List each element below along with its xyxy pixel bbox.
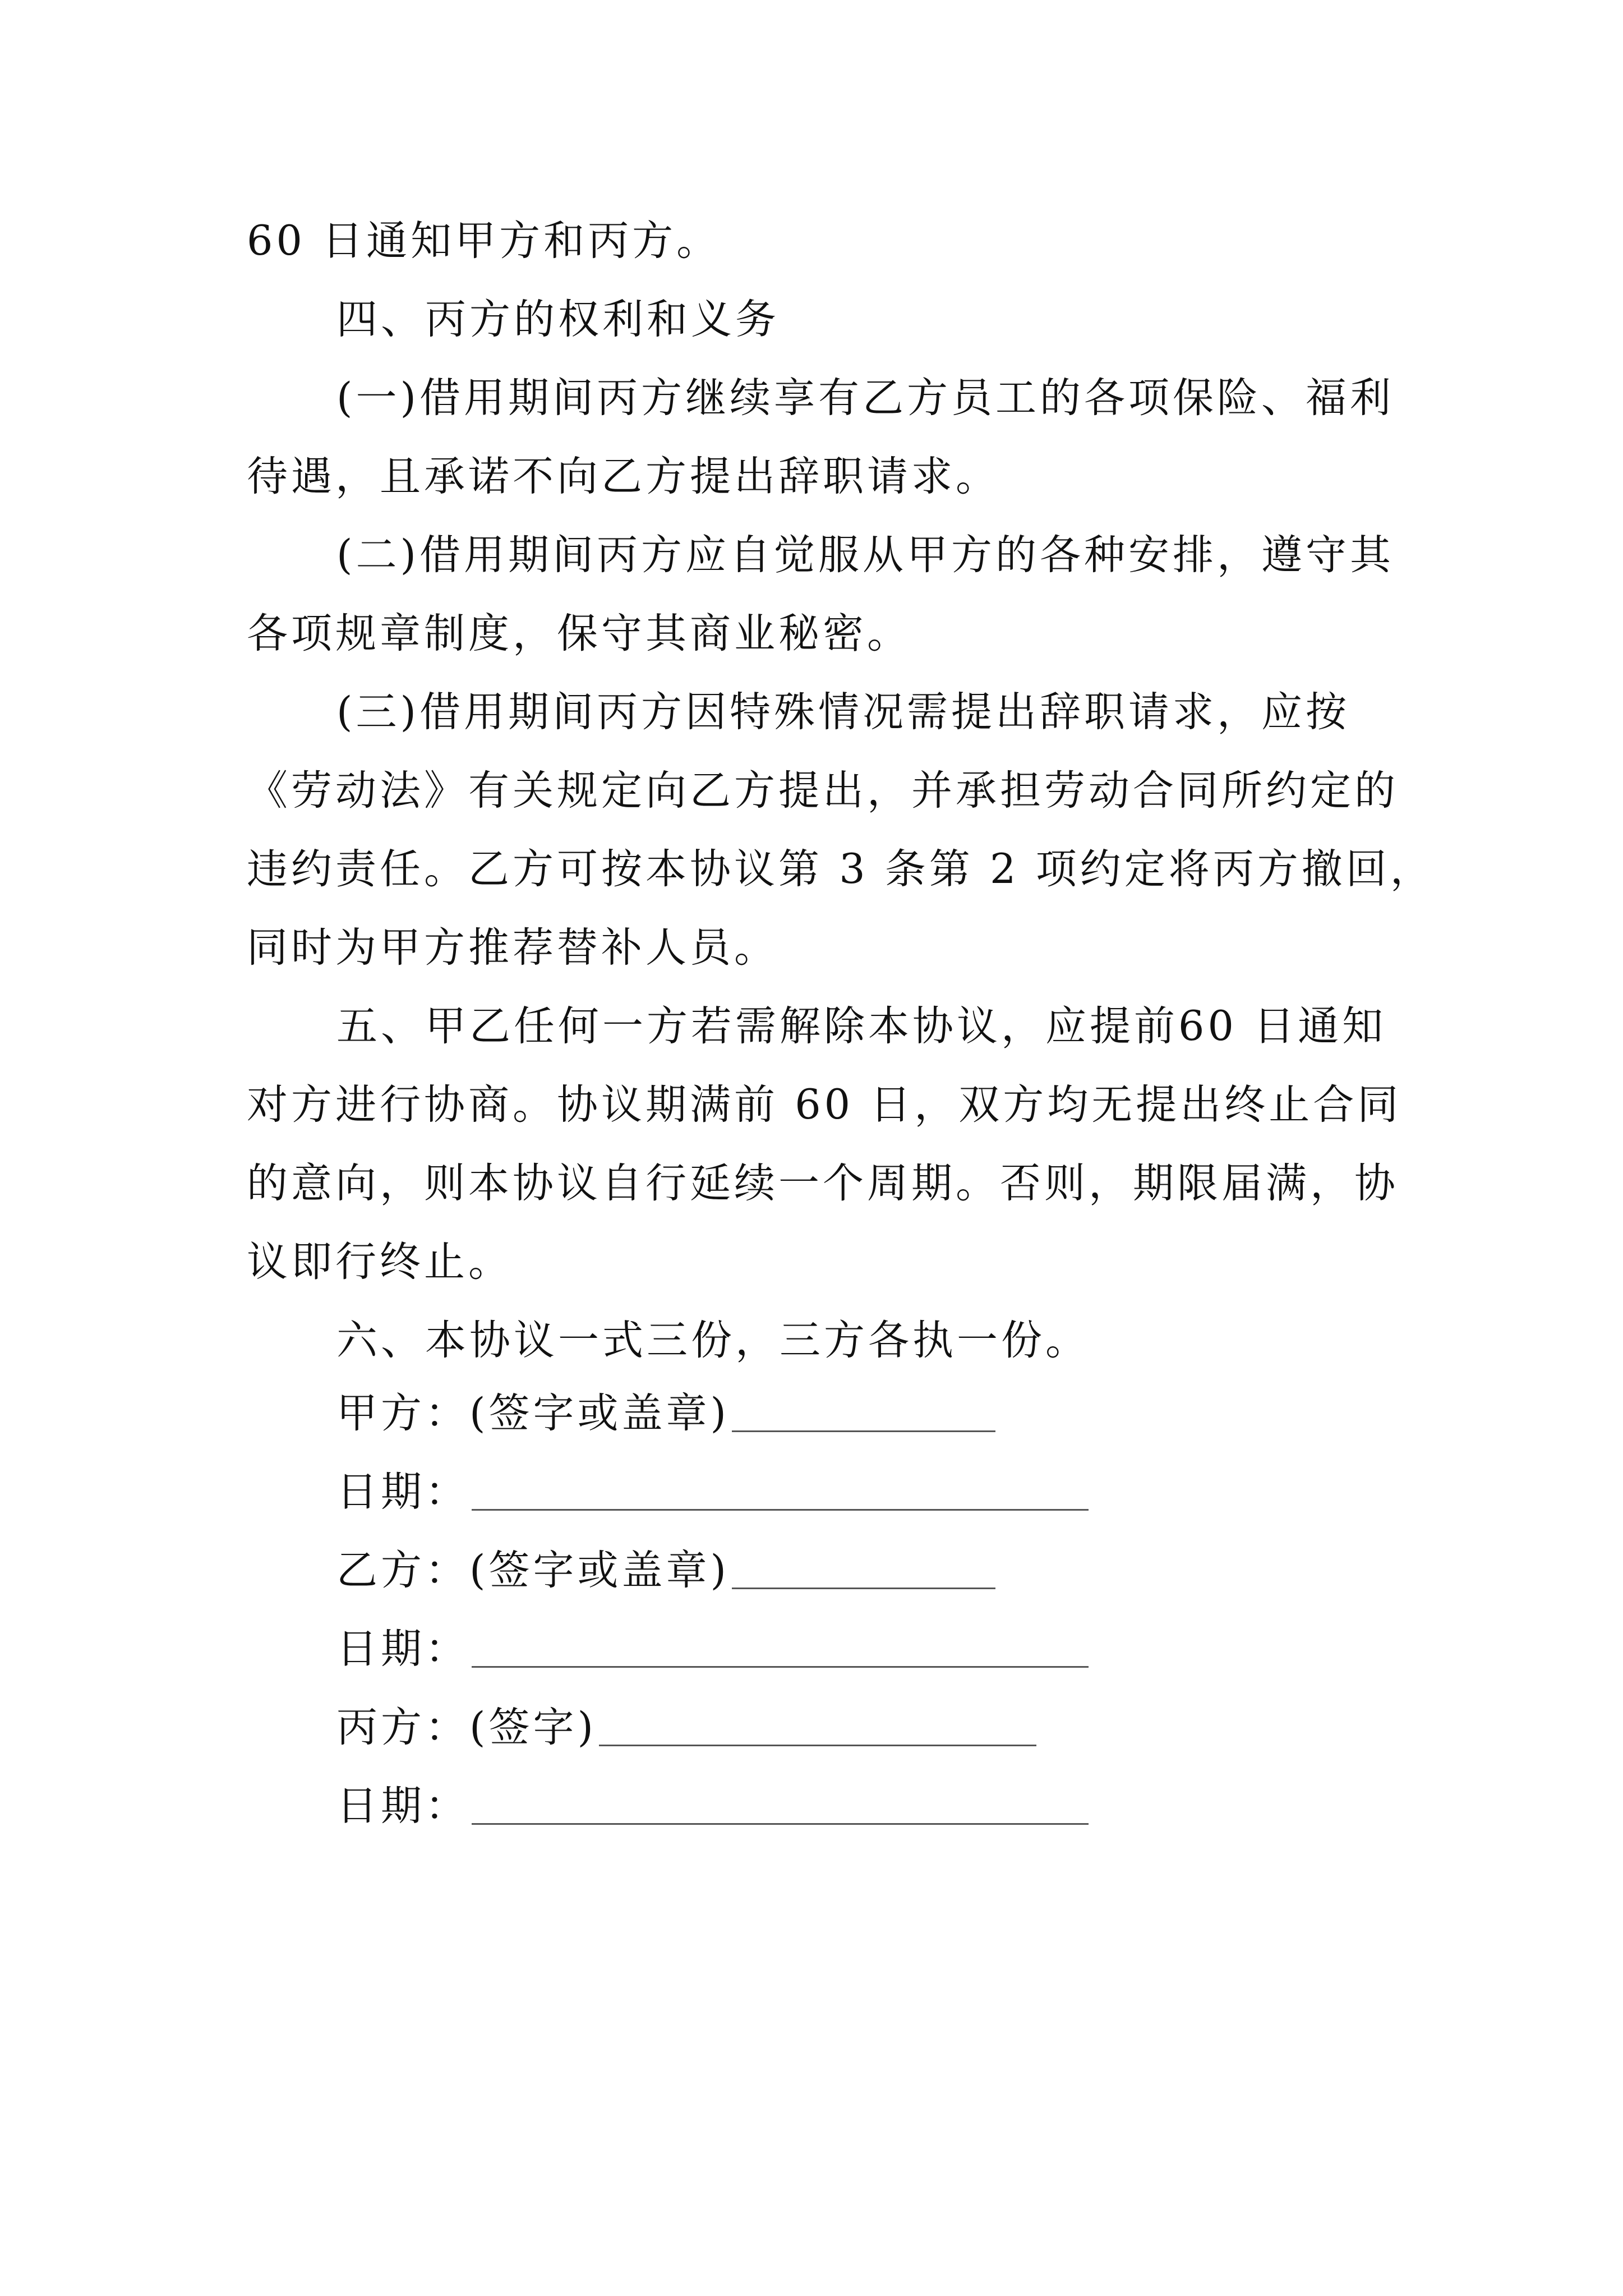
party-a-label: 甲方：(签字或盖章) [336, 1389, 730, 1437]
section-heading-6: 六、本协议一式三份，三方各执一份。 [336, 1317, 1090, 1364]
paragraph-line: 各项规章制度，保守其商业秘密。 [247, 610, 911, 657]
paragraph-line: (二)借用期间丙方应自觉服从甲方的各种安排，遵守其 [336, 531, 1394, 579]
paragraph-line: 同时为甲方推荐替补人员。 [247, 924, 778, 972]
section-heading-5: 五、甲乙任何一方若需解除本协议，应提前60 日通知 [336, 1002, 1387, 1050]
paragraph-line: (三)借用期间丙方因特殊情况需提出辞职请求，应按 [336, 688, 1350, 736]
party-c-date-row [336, 1778, 1089, 1834]
party-b-label: 乙方：(签字或盖章) [336, 1547, 730, 1594]
party-c-date-blank[interactable] [472, 1788, 1089, 1825]
party-c-signature-row [336, 1700, 1036, 1756]
party-b-date-row [336, 1621, 1089, 1677]
date-label: 日期： [336, 1625, 469, 1673]
paragraph-line: 待遇，且承诺不向乙方提出辞职请求。 [247, 453, 1000, 500]
paragraph-line: 对方进行协商。协议期满前 60 日，双方均无提出终止合同 [247, 1081, 1402, 1129]
party-a-date-row [336, 1464, 1089, 1520]
section-heading-4: 四、丙方的权利和义务 [336, 296, 780, 343]
paragraph-line: 60 日通知甲方和丙方。 [247, 217, 721, 265]
date-label: 日期： [336, 1782, 469, 1830]
party-b-signature-row [336, 1543, 995, 1599]
party-c-signature-blank[interactable] [599, 1710, 1036, 1746]
paragraph-line: 议即行终止。 [247, 1238, 513, 1286]
party-b-date-blank[interactable] [472, 1631, 1089, 1668]
paragraph-line: 违约责任。乙方可按本协议第 3 条第 2 项约定将丙方撤回， [247, 845, 1435, 893]
paragraph-line: 的意向，则本协议自行延续一个周期。否则，期限届满，协 [247, 1159, 1399, 1207]
paragraph-line: (一)借用期间丙方继续享有乙方员工的各项保险、福利 [336, 374, 1394, 422]
party-c-label: 丙方：(签字) [336, 1704, 597, 1751]
date-label: 日期： [336, 1468, 469, 1516]
party-a-signature-blank[interactable] [732, 1396, 995, 1432]
paragraph-line: 《劳动法》有关规定向乙方提出，并承担劳动合同所约定的 [247, 767, 1399, 815]
party-b-signature-blank[interactable] [732, 1553, 995, 1589]
party-a-date-blank[interactable] [472, 1474, 1089, 1511]
party-a-signature-row [336, 1386, 995, 1442]
